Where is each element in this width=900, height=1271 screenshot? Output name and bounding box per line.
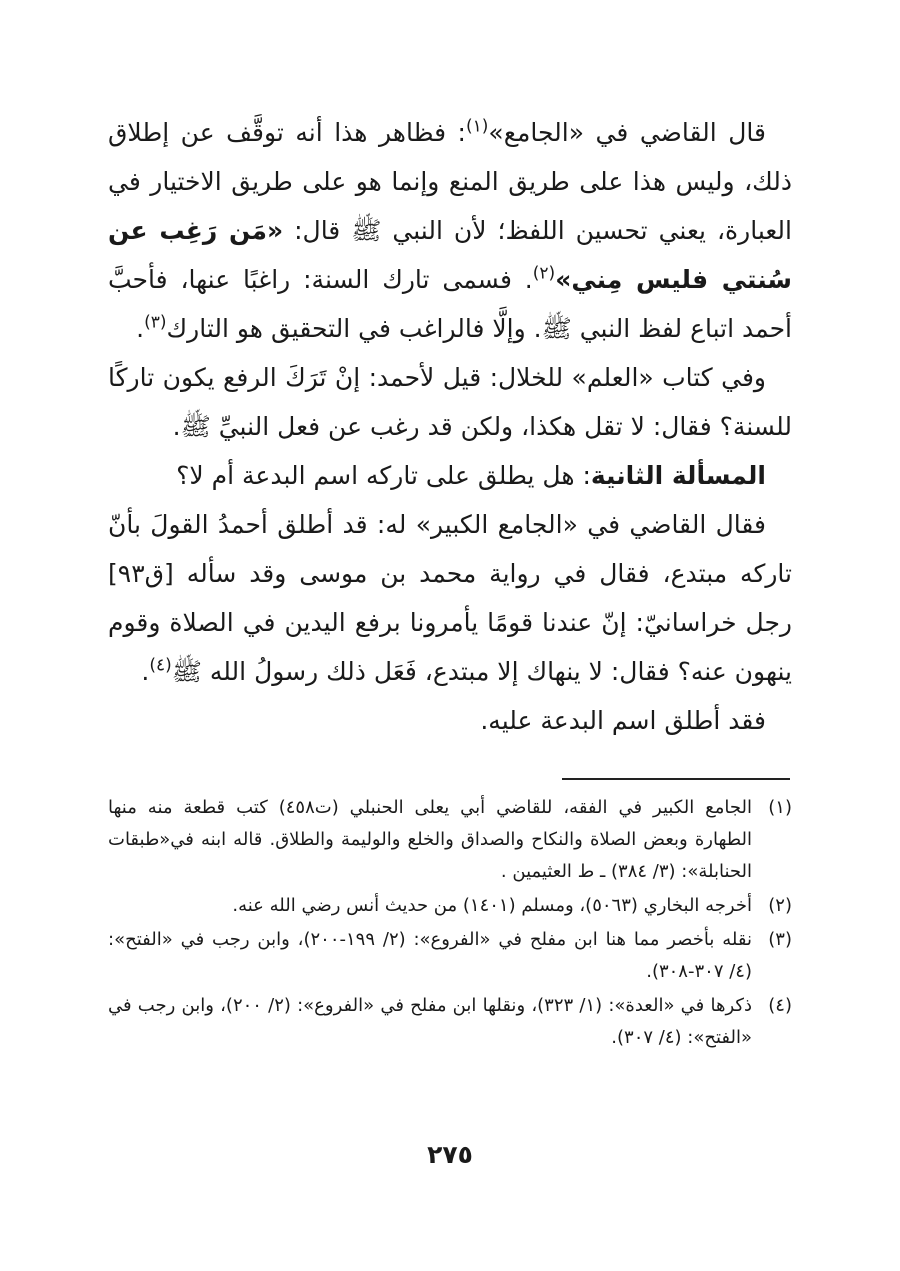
paragraph-4 [108,500,792,696]
hadith-quote: «مَن رَغِب عن سُنتي فليس مِني» [108,216,792,294]
footnotes [108,792,792,1056]
page-number: ٢٧٥ [427,1140,473,1169]
footnote-4 [108,990,792,1054]
footnote-number: (٣) [768,929,792,950]
footnote-1 [108,792,792,888]
paragraph-1-part-d: . [136,314,145,343]
paragraph-1-part-b: : فظاهر هذا أنه توقَّف عن إطلاق ذلك، وليس هذا على طريق المنع وإنما هو على طريق الاختيار في العبارة، يعني تحسين اللفظ؛ لأن النبي ﷺ قال: [108,118,792,245]
footnote-text: أخرجه البخاري (٥٠٦٣)، ومسلم (١٤٠١) من حديث أنس رضي الله عنه. [232,895,752,916]
section-heading: المسألة الثانية [590,461,766,490]
paragraph-4-part-b: . [141,657,150,686]
footnote-text: نقله بأخصر مما هنا ابن مفلح في «الفروع»: (٢/ ١٩٩-٢٠٠)، وابن رجب في «الفتح»: (٤/ ٣٠٧-٣٠٨). [108,929,752,982]
paragraph-5: فقد أطلق اسم البدعة عليه. [480,706,766,735]
footnote-marker-3[interactable]: (٣) [144,312,167,333]
section-question: : هل يطلق على تاركه اسم البدعة أم لا؟ [176,461,591,490]
footnote-number: (٤) [768,995,792,1016]
paragraph-1-part-a: قال القاضي في «الجامع» [488,118,766,147]
footnote-text: الجامع الكبير في الفقه، للقاضي أبي يعلى الحنبلي (ت٤٥٨) كتب قطعة منه منها الطهارة وبعض الصلاة والنكاح والصداق والخلع والوليمة والطلاق. قاله ابنه في«طبقات الحنابلة»: (٣/ ٣٨٤) ـ ط العثيمين . [108,797,752,882]
footnote-marker-2[interactable]: (٢) [532,263,556,284]
footnote-2 [108,890,792,922]
paragraph-2: وفي كتاب «العلم» للخلال: قيل لأحمد: إنْ تَرَكَ الرفع يكون تاركًا للسنة؟ فقال: لا تقل هكذا، ولكن قد رغب عن فعل النبيِّ ﷺ. [108,363,792,441]
footnote-separator [562,778,790,780]
footnote-number: (١) [768,797,792,818]
footnote-marker-4[interactable]: (٤) [149,655,172,676]
footnote-number: (٢) [768,895,792,916]
footnote-3 [108,924,792,988]
paragraph-1-part-c: . فسمى تارك السنة: راغبًا عنها، فأحبَّ أحمد اتباع لفظ النبي ﷺ. وإلَّا فالراغب في التحقيق هو التارك [108,265,792,343]
paragraph-1 [108,108,792,353]
main-text [108,108,792,745]
footnote-text: ذكرها في «العدة»: (١/ ٣٢٣)، ونقلها ابن مفلح في «الفروع»: (٢/ ٢٠٠)، وابن رجب في «الفتح»: (٤/ ٣٠٧). [108,995,752,1048]
paragraph-3 [108,451,792,500]
footnote-marker-1[interactable]: (١) [465,116,489,137]
paragraph-4-part-a: فقال القاضي في «الجامع الكبير» له: قد أطلق أحمدُ القولَ بأنّ تاركه مبتدع، فقال في رواية محمد بن موسى وقد سأله [ق٩٣] رجل خراسانيّ: إنّ عندنا قومًا يأمرونا برفع اليدين في الصلاة وقوم ينهون عنه؟ فقال: لا ينهاك إلا مبتدع، فَعَل ذلك رسولُ الله ﷺ [108,510,792,686]
